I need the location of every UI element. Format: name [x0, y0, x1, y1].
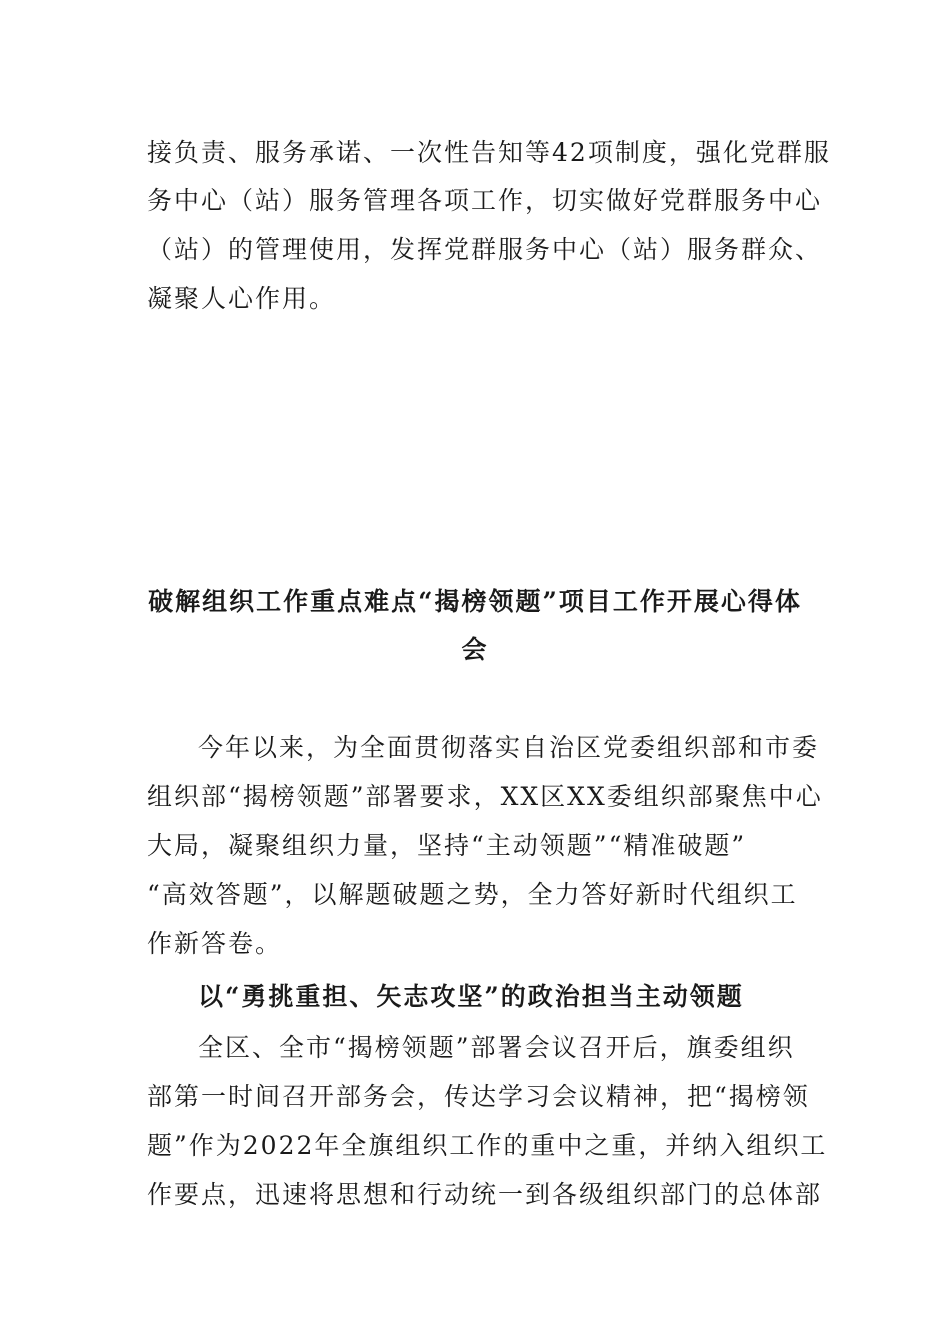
paragraph-line: 务中心（站）服务管理各项工作，切实做好党群服务中心	[147, 186, 823, 215]
article-title-line: 会	[461, 635, 489, 664]
intro-line: 组织部“揭榜领题”部署要求，XX区XX委组织部聚焦中心	[147, 782, 823, 811]
intro-line: 大局，凝聚组织力量，坚持“主动领题”“精准破题”	[147, 831, 747, 860]
intro-line: “高效答题”，以解题破题之势，全力答好新时代组织工	[147, 880, 798, 909]
section-line: 全区、全市“揭榜领题”部署会议召开后，旗委组织	[198, 1033, 795, 1062]
section-heading: 以“勇挑重担、矢志攻坚”的政治担当主动领题	[198, 982, 744, 1011]
section-line: 部第一时间召开部务会，传达学习会议精神，把“揭榜领	[147, 1082, 810, 1111]
section-line: 作要点，迅速将思想和行动统一到各级组织部门的总体部	[147, 1180, 823, 1209]
article-title-line: 破解组织工作重点难点“揭榜领题”项目工作开展心得体	[148, 587, 802, 616]
intro-line: 作新答卷。	[147, 929, 283, 958]
paragraph-line: 凝聚人心作用。	[147, 284, 337, 313]
paragraph-line: 接负责、服务承诺、一次性告知等42项制度，强化党群服	[147, 138, 831, 167]
intro-line: 今年以来，为全面贯彻落实自治区党委组织部和市委	[198, 733, 820, 762]
section-line: 题”作为2022年全旗组织工作的重中之重，并纳入组织工	[147, 1131, 828, 1160]
paragraph-line: （站）的管理使用，发挥党群服务中心（站）服务群众、	[147, 235, 823, 264]
